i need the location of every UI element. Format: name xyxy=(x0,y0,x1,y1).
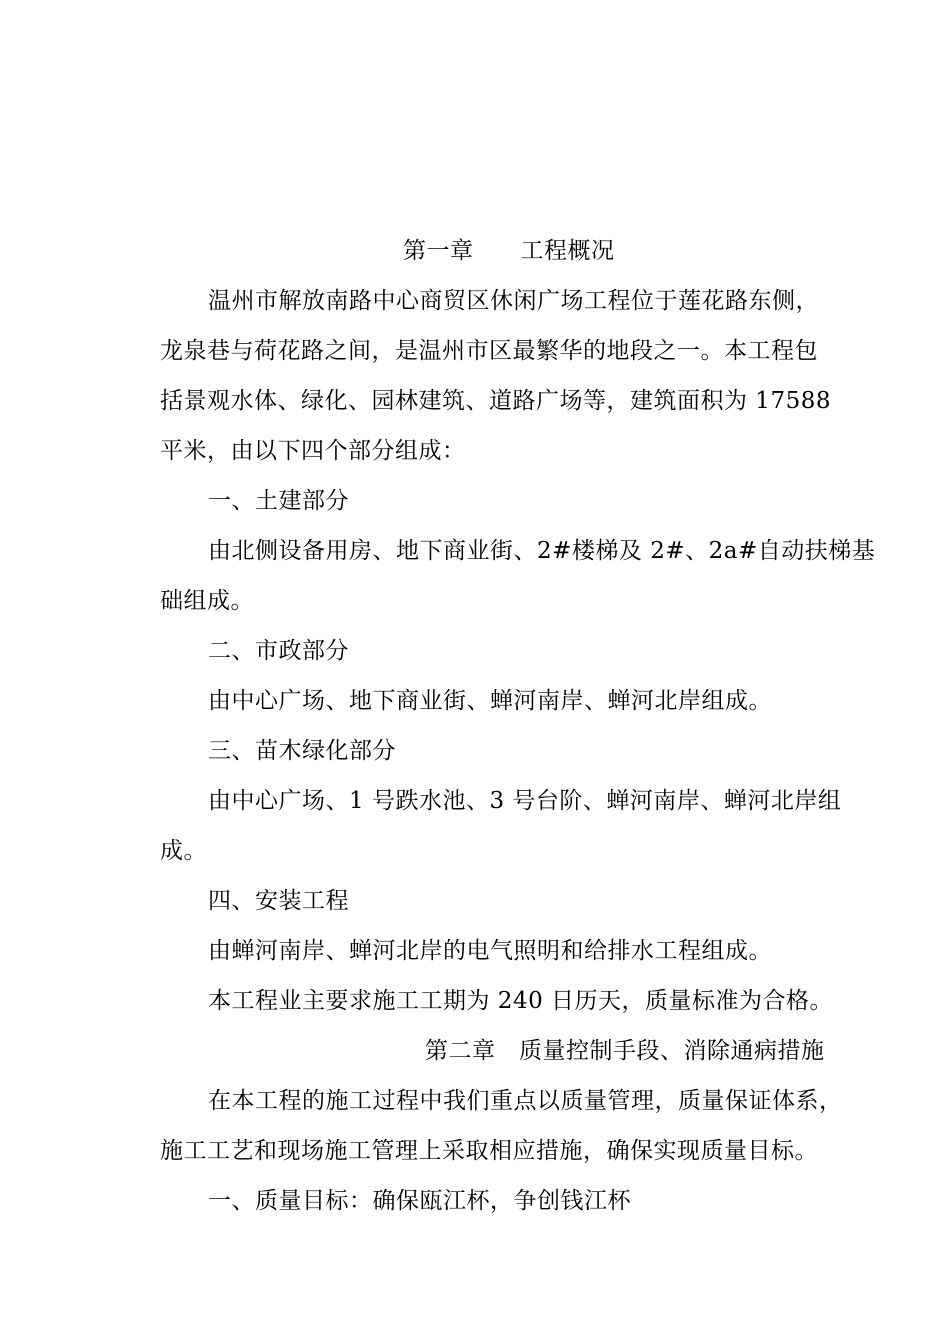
chapter2-title: 第二章 质量控制手段、消除通病措施 xyxy=(425,1038,825,1064)
chapter1-intro-line-4: 平米，由以下四个部分组成： xyxy=(160,438,466,464)
part3-title: 三、苗木绿化部分 xyxy=(208,738,396,764)
chapter1-intro-line-1: 温州市解放南路中心商贸区休闲广场工程位于莲花路东侧， xyxy=(208,288,819,314)
chapter2-intro-line-2: 施工工艺和现场施工管理上采取相应措施，确保实现质量目标。 xyxy=(160,1138,818,1164)
part3-body-line-2: 成。 xyxy=(160,838,207,864)
quality-goal: 一、质量目标：确保瓯江杯，争创钱江杯 xyxy=(208,1188,631,1214)
part1-title: 一、土建部分 xyxy=(208,488,349,514)
part3-body-line-1: 由中心广场、1 号跌水池、3 号台阶、蝉河南岸、蝉河北岸组 xyxy=(208,788,842,814)
part2-body: 由中心广场、地下商业街、蝉河南岸、蝉河北岸组成。 xyxy=(208,688,772,714)
part1-body-line-2: 础组成。 xyxy=(160,588,254,614)
chapter1-title: 第一章 工程概况 xyxy=(403,238,615,264)
chapter1-intro-line-3: 括景观水体、绿化、园林建筑、道路广场等，建筑面积为 17588 xyxy=(160,388,831,414)
part4-body: 由蝉河南岸、蝉河北岸的电气照明和给排水工程组成。 xyxy=(208,938,772,964)
part2-title: 二、市政部分 xyxy=(208,638,349,664)
schedule-text: 本工程业主要求施工工期为 240 日历天，质量标准为合格。 xyxy=(208,988,834,1014)
chapter2-intro-line-1: 在本工程的施工过程中我们重点以质量管理，质量保证体系， xyxy=(208,1088,843,1114)
part4-title: 四、安装工程 xyxy=(208,888,349,914)
chapter1-intro-line-2: 龙泉巷与荷花路之间，是温州市区最繁华的地段之一。本工程包 xyxy=(160,338,818,364)
part1-body-line-1: 由北侧设备用房、地下商业街、2#楼梯及 2#、2a#自动扶梯基 xyxy=(208,538,876,564)
